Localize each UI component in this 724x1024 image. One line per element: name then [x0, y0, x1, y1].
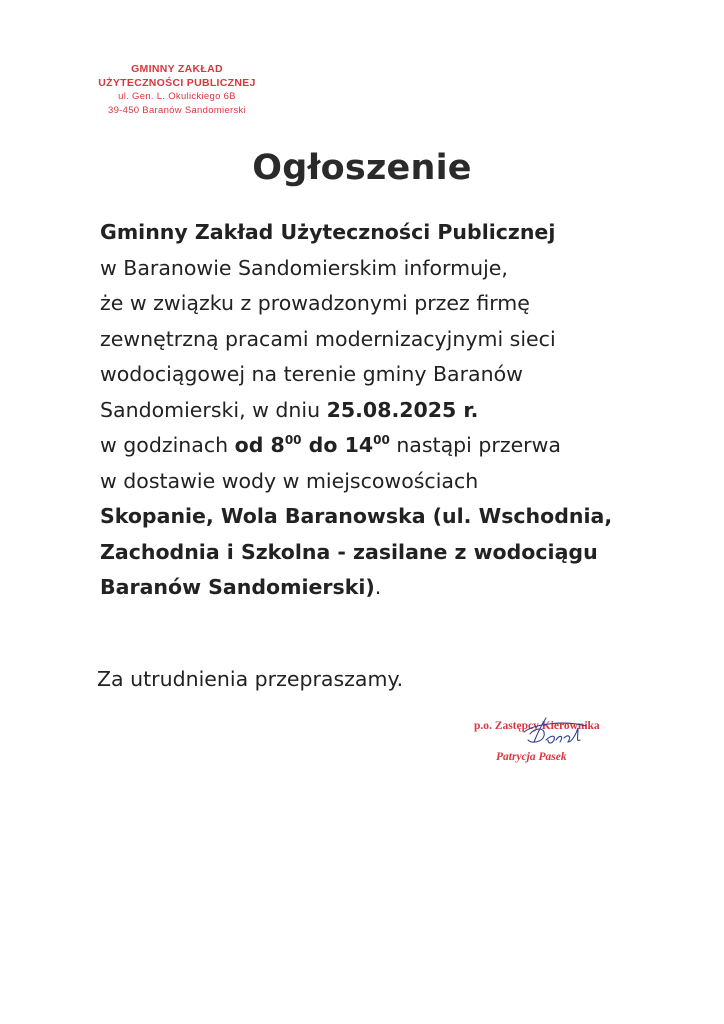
stamp-line-street: ul. Gen. L. Okulickiego 6B	[118, 91, 236, 102]
signature-name: Patrycja Pasek	[496, 751, 567, 763]
body-line-7	[100, 428, 700, 464]
organization-stamp	[92, 62, 262, 118]
hours-from-hour: od 8	[234, 433, 285, 457]
stamp-line-name-2: UŻYTECZNOŚCI PUBLICZNEJ	[98, 77, 256, 89]
signature-block	[474, 716, 624, 776]
body-line-6-text: Sandomierski, w dniu	[100, 397, 327, 422]
body-line-6	[100, 393, 700, 429]
hours-to-minutes: 00	[373, 433, 390, 447]
hours-to-hour: do 14	[301, 433, 374, 457]
signature-role: p.o. Zastępcy Kierownika	[474, 720, 600, 732]
body-line-11-post: .	[374, 575, 382, 599]
announcement-body	[100, 215, 700, 606]
closing-line: Za utrudnienia przepraszamy.	[97, 667, 404, 691]
body-line-11-bold: Baranów Sandomierski)	[100, 575, 375, 599]
page-title: Ogłoszenie	[252, 148, 472, 188]
body-line-4: zewnętrzną pracami modernizacyjnymi sieci	[100, 326, 556, 351]
body-line-8: w dostawie wody w miejscowościach	[100, 468, 479, 493]
hours-from	[235, 433, 390, 457]
stamp-line-name-1: GMINNY ZAKŁAD	[131, 63, 223, 75]
body-line-9: Skopanie, Wola Baranowska (ul. Wschodnia,	[100, 504, 613, 528]
body-line-2: w Baranowie Sandomierskim informuje,	[100, 255, 508, 280]
body-line-1: Gminny Zakład Użyteczności Publicznej	[100, 220, 556, 244]
body-line-7-post: nastąpi przerwa	[389, 433, 561, 457]
body-line-10: Zachodnia i Szkolna - zasilane z wodociągu	[100, 539, 598, 564]
stamp-line-city: 39-450 Baranów Sandomierski	[107, 105, 246, 116]
body-line-5: wodociągowej na terenie gminy Baranów	[100, 362, 523, 386]
announcement-date: 25.08.2025 r.	[326, 397, 479, 422]
body-line-11	[100, 570, 700, 606]
body-line-7-text: w godzinach	[100, 433, 235, 457]
body-line-3: że w związku z prowadzonymi przez firmę	[100, 291, 530, 315]
hours-from-minutes: 00	[284, 433, 302, 447]
